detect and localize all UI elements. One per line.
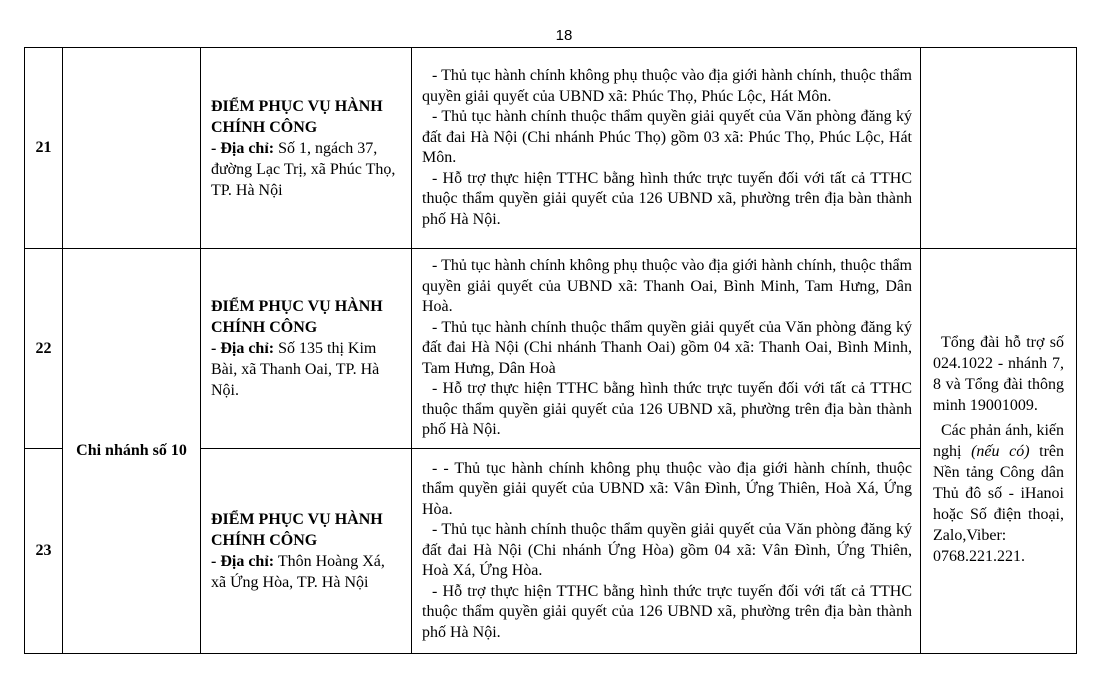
procedure-item: - Hỗ trợ thực hiện TTHC bằng hình thức trực tuyến đối với tất cả TTHC thuộc thẩm quyền giải quyết của 126 UBND xã, phường trên địa bàn thành phố Hà Nội. bbox=[422, 169, 912, 228]
feedback-text-end: trên Nền tảng Công dân Thủ đô số - iHanoi hoặc Số điện thoại, Zalo,Viber: 0768.221.221. bbox=[933, 443, 1065, 565]
row-number: 21 bbox=[25, 48, 63, 249]
feedback-text-start: Các phản ánh, kiến nghị bbox=[933, 422, 1064, 460]
address-label: - Địa chỉ: bbox=[211, 139, 275, 157]
address-label: - Địa chỉ: bbox=[211, 553, 275, 570]
service-point-cell bbox=[201, 249, 412, 449]
address-text: Số 1, ngách 37, đường Lạc Trị, xã Phúc Thọ, TP. Hà Nội bbox=[211, 139, 396, 199]
service-point-title: ĐIỂM PHỤC VỤ HÀNH CHÍNH CÔNG bbox=[211, 97, 383, 136]
contact-cell-empty bbox=[921, 48, 1077, 249]
service-point-title: ĐIỂM PHỤC VỤ HÀNH CHÍNH CÔNG bbox=[211, 511, 383, 549]
procedure-item: - Hỗ trợ thực hiện TTHC bằng hình thức trực tuyến đối với tất cả TTHC thuộc thẩm quyền giải quyết của 126 UBND xã, phường trên địa bàn thành phố Hà Nội. bbox=[422, 380, 912, 439]
procedures-cell bbox=[412, 48, 921, 249]
hotline-text: Tổng đài hỗ trợ số 024.1022 - nhánh 7, 8 và Tổng đài thông minh 19001009. bbox=[933, 334, 1064, 414]
branch-cell: Chi nhánh số 10 bbox=[63, 249, 201, 654]
procedure-item: - Thủ tục hành chính thuộc thẩm quyền giải quyết của Văn phòng đăng ký đất đai Hà Nội (Chi nhánh Thanh Oai) gồm 04 xã: Thanh Oai, Bình Minh, Tam Hưng, Dân Hoà bbox=[422, 318, 912, 377]
procedure-item: - Thủ tục hành chính thuộc thẩm quyền giải quyết của Văn phòng đăng ký đất đai Hà Nội (Chi nhánh Ứng Hòa) gồm 04 xã: Vân Đình, Ứng Thiên, Hoà Xá, Ứng Hòa. bbox=[422, 521, 912, 580]
table-row bbox=[25, 249, 1077, 449]
procedure-item: - Thủ tục hành chính thuộc thẩm quyền giải quyết của Văn phòng đăng ký đất đai Hà Nội (Chi nhánh Phúc Thọ) gồm 03 xã: Phúc Thọ, Phúc Lộc, Hát Môn. bbox=[422, 108, 912, 166]
procedure-item: - Hỗ trợ thực hiện TTHC bằng hình thức trực tuyến đối với tất cả TTHC thuộc thẩm quyền giải quyết của 126 UBND xã, phường trên địa bàn thành phố Hà Nội. bbox=[422, 582, 912, 641]
page-number: 18 bbox=[555, 27, 573, 44]
procedures-cell bbox=[412, 449, 921, 654]
contact-cell bbox=[921, 249, 1077, 654]
row-number: 23 bbox=[25, 449, 63, 654]
address-text: Thôn Hoàng Xá, xã Ứng Hòa, TP. Hà Nội bbox=[211, 553, 385, 591]
address-label: - Địa chỉ: bbox=[211, 340, 275, 357]
procedures-cell bbox=[412, 249, 921, 449]
service-point-title: ĐIỂM PHỤC VỤ HÀNH CHÍNH CÔNG bbox=[211, 298, 383, 336]
table-row bbox=[25, 48, 1077, 249]
procedure-item: - Thủ tục hành chính không phụ thuộc vào địa giới hành chính, thuộc thẩm quyền giải quyết của UBND xã: Phúc Thọ, Phúc Lộc, Hát Môn. bbox=[422, 67, 912, 105]
service-points-table bbox=[24, 47, 1077, 654]
service-point-cell bbox=[201, 449, 412, 654]
address-text: Số 135 thị Kim Bài, xã Thanh Oai, TP. Hà Nội. bbox=[211, 340, 380, 399]
procedure-item: - - Thủ tục hành chính không phụ thuộc vào địa giới hành chính, thuộc thẩm quyền giải quyết của UBND xã: Vân Đình, Ứng Thiên, Hoà Xá, Ứng Hòa. bbox=[422, 459, 912, 518]
branch-cell-empty bbox=[63, 48, 201, 249]
feedback-text-italic: (nếu có) bbox=[971, 443, 1030, 460]
feedback-text bbox=[933, 420, 1064, 567]
service-point-cell bbox=[201, 48, 412, 249]
row-number: 22 bbox=[25, 249, 63, 449]
procedure-item: - Thủ tục hành chính không phụ thuộc vào địa giới hành chính, thuộc thẩm quyền giải quyết của UBND xã: Thanh Oai, Bình Minh, Tam Hưng, Dân Hoà. bbox=[422, 257, 912, 316]
